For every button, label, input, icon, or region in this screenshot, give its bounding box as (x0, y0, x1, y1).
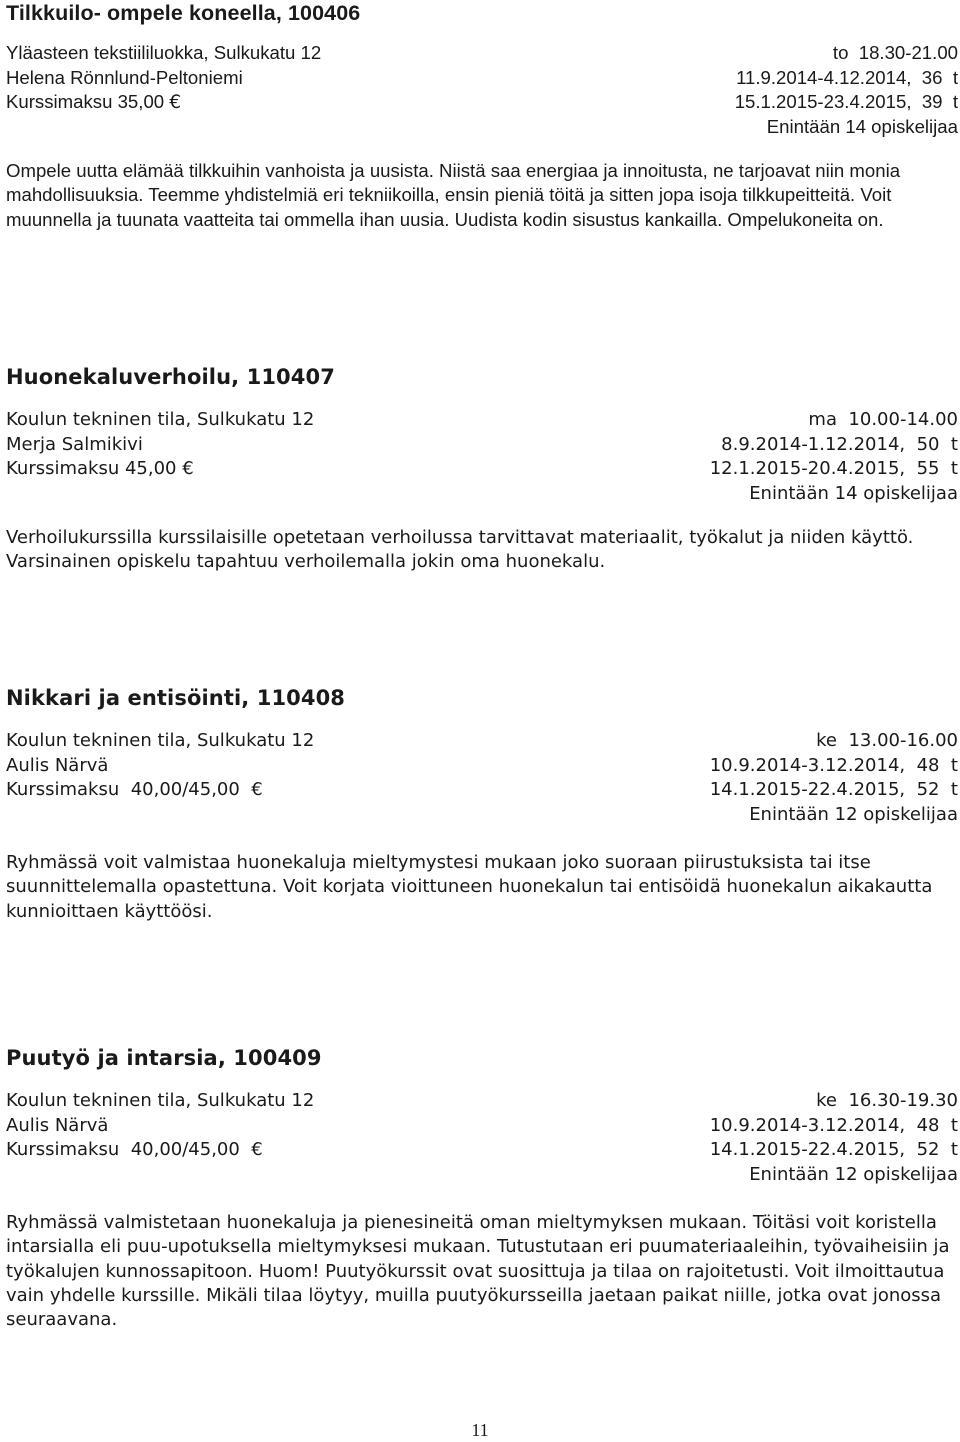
course-fee-text: Kurssimaksu 40,00/45,00 (6, 1139, 240, 1160)
course-details-right (735, 41, 958, 139)
course-title: Nikkari ja entisöinti, 110408 (6, 686, 346, 710)
course-location: Koulun tekninen tila, Sulkukatu 12 (6, 409, 315, 430)
course-location: Yläasteen tekstiililuokka, Sulkukatu 12 (6, 42, 322, 63)
euro-icon: € (169, 92, 182, 113)
course-teacher: Aulis Närvä (6, 754, 109, 776)
course-spring-term: 14.1.2015-22.4.2015, 52 t (709, 779, 958, 800)
course-fee (6, 778, 314, 803)
course-title: Huonekaluverhoilu, 110407 (6, 365, 335, 389)
course-student-limit: Enintään 14 opiskelijaa (749, 482, 958, 504)
course-details-right (710, 1089, 958, 1187)
course-info (6, 408, 958, 508)
course-title: Tilkkuilo- ompele koneella, 100406 (6, 1, 361, 25)
course-details-left (6, 729, 314, 803)
course-schedule: ma 10.00-14.00 (808, 409, 958, 430)
euro-icon: € (182, 458, 194, 479)
course-fee-text: Kurssimaksu 40,00/45,00 (6, 779, 240, 800)
course-spring-term: 14.1.2015-22.4.2015, 52 t (709, 1139, 958, 1160)
euro-icon: € (251, 779, 263, 800)
course-schedule: ke 16.30-19.30 (816, 1090, 958, 1111)
course-fee (6, 90, 321, 116)
course-teacher: Aulis Närvä (6, 1114, 109, 1136)
course-details-left (6, 41, 321, 116)
course-autumn-term: 10.9.2014-3.12.2014, 48 t (709, 754, 958, 776)
course-autumn-term: 8.9.2014-1.12.2014, 50 t (721, 433, 958, 455)
course-schedule: to 18.30-21.00 (832, 42, 958, 63)
course-details-right (710, 729, 958, 827)
course-student-limit: Enintään 14 opiskelijaa (766, 115, 958, 137)
course-description: Ryhmässä valmistetaan huonekaluja ja pienesineitä oman mieltymyksen mukaan. Töitäsi voit koristella intarsialla eli puu-upotuksella mieltymyksesi mukaan. Tutustutaan eri puumateriaaleihin, työvaiheisiin ja työkalujen kunnossapitoon. Huom! Puutyökurssit ovat suosittuja ja tilaa on rajoitetusti. Voit ilmoittautua vain yhdelle kurssille. Mikäli tilaa löytyy, muilla puutyökursseilla jaetaan paikat niille, jotka ovat jonossa seuraavana. (6, 1212, 950, 1331)
course-description: Verhoilukurssilla kurssilaisille opetetaan verhoilussa tarvittavat materiaalit, työkalut ja niiden käyttö. Varsinainen opiskelu tapahtuu verhoilemalla jokin oma huonekalu. (6, 527, 914, 573)
course-description: Ryhmässä voit valmistaa huonekaluja mieltymystesi mukaan joko suoraan piirustuksista tai itse suunnittelemalla opastettuna. Voit korjata vioittuneen huonekalun tai entisöidä huonekalun aikakautta kunnioittaen käyttöösi. (6, 852, 933, 922)
euro-icon: € (251, 1139, 263, 1160)
course-teacher: Helena Rönnlund-Peltoniemi (6, 66, 243, 88)
course-details-left (6, 408, 314, 482)
course-teacher: Merja Salmikivi (6, 433, 143, 455)
course-location: Koulun tekninen tila, Sulkukatu 12 (6, 730, 315, 751)
course-block-100406 (6, 0, 958, 232)
course-block-110408 (6, 685, 958, 924)
course-title: Puutyö ja intarsia, 100409 (6, 1046, 322, 1070)
course-location: Koulun tekninen tila, Sulkukatu 12 (6, 1090, 315, 1111)
course-block-100409 (6, 1045, 958, 1332)
catalog-page (6, 0, 958, 1442)
course-fee-text: Kurssimaksu 35,00 (6, 91, 165, 112)
page-number: 11 (471, 1420, 489, 1440)
course-student-limit: Enintään 12 opiskelijaa (749, 803, 958, 825)
course-details-left (6, 1089, 314, 1163)
course-info (6, 41, 958, 141)
course-fee-text: Kurssimaksu 45,00 (6, 458, 177, 479)
course-spring-term: 15.1.2015-23.4.2015, 39 t (734, 91, 958, 112)
course-spring-term: 12.1.2015-20.4.2015, 55 t (709, 458, 958, 479)
course-fee (6, 1138, 314, 1163)
course-autumn-term: 10.9.2014-3.12.2014, 48 t (709, 1114, 958, 1136)
course-details-right (710, 408, 958, 506)
course-schedule: ke 13.00-16.00 (816, 730, 958, 751)
course-student-limit: Enintään 12 opiskelijaa (749, 1163, 958, 1185)
course-fee (6, 457, 314, 482)
course-block-110407 (6, 364, 958, 575)
course-info (6, 1089, 958, 1189)
course-description: Ompele uutta elämää tilkkuihin vanhoista ja uusista. Niistä saa energiaa ja innoitusta, ne tarjoavat niin monia mahdollisuuksia. Teemme yhdistelmiä eri tekniikoilla, ensin pieniä töitä ja sitten jopa isoja tilkkupeitteitä. Voit muunnella ja tuunata vaatteita tai ommella ihan uusia. Uudista kodin sisustus kankailla. Ompelukoneita on. (6, 160, 901, 230)
course-autumn-term: 11.9.2014-4.12.2014, 36 t (736, 66, 958, 88)
course-info (6, 729, 958, 829)
